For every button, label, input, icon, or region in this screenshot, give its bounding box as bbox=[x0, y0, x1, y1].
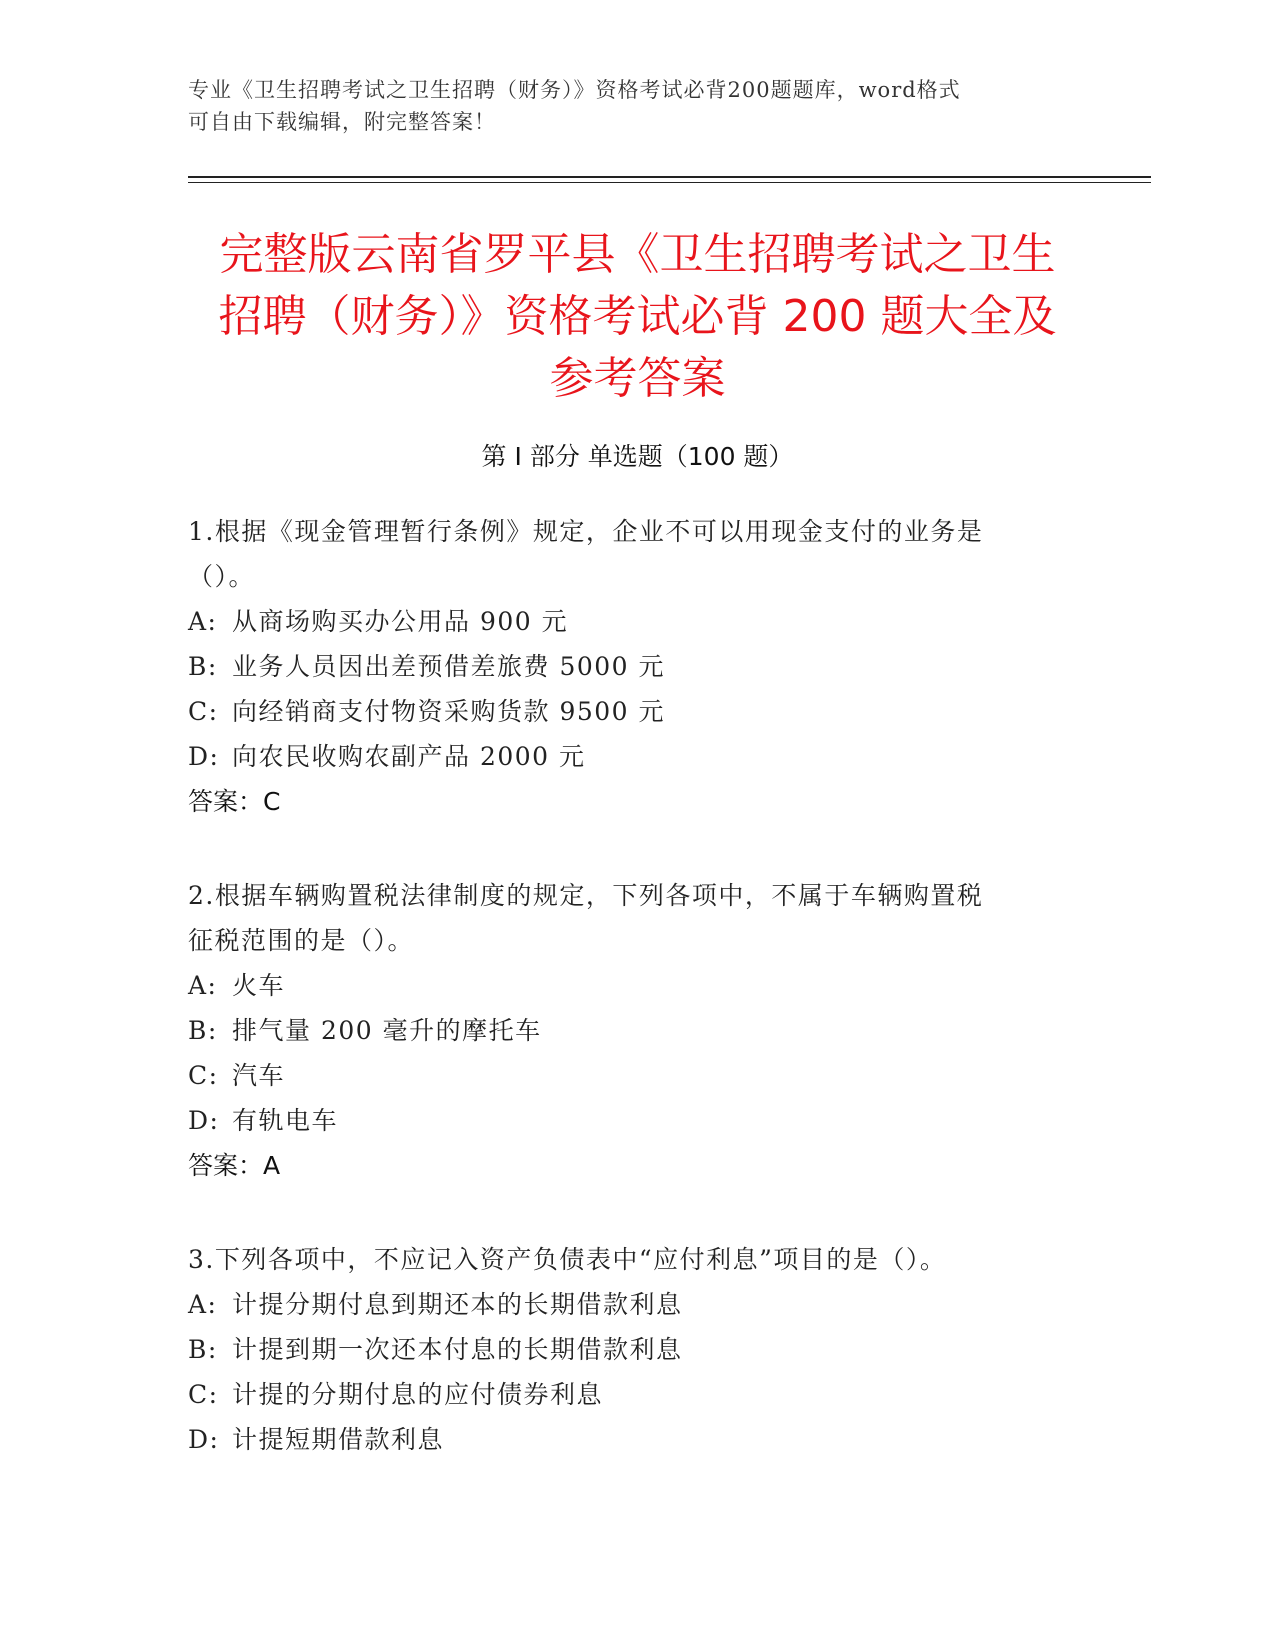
answer-line: 答案：A bbox=[188, 1151, 281, 1180]
option-text: 排气量 200 毫升的摩托车 bbox=[232, 1016, 542, 1045]
answer-option bbox=[188, 1098, 1088, 1143]
option-text: 计提的分期付息的应付债券利息 bbox=[232, 1380, 604, 1409]
option-text: 汽车 bbox=[232, 1061, 286, 1090]
answer-option bbox=[188, 1282, 1088, 1327]
answer-option bbox=[188, 1053, 1088, 1098]
header-divider bbox=[188, 176, 1151, 178]
header-divider bbox=[188, 182, 1151, 183]
document-title-line: 参考答案 bbox=[549, 353, 726, 404]
option-text: 业务人员因出差预借差旅费 5000 元 bbox=[232, 652, 666, 681]
option-text: 从商场购买办公用品 900 元 bbox=[232, 607, 569, 636]
question-stem: （）。 bbox=[188, 562, 256, 591]
answer-option bbox=[188, 689, 1088, 734]
question-stem: 3.下列各项中，不应记入资产负债表中“应付利息”项目的是（）。 bbox=[188, 1245, 947, 1274]
option-key: A: bbox=[188, 971, 218, 1000]
option-key: D: bbox=[188, 1425, 220, 1454]
answer-option bbox=[188, 1372, 1088, 1417]
header-note-line: 专业《卫生招聘考试之卫生招聘（财务）》资格考试必背200题题库，word格式 bbox=[188, 78, 961, 102]
answer-option bbox=[188, 1327, 1088, 1372]
question-stem: 2.根据车辆购置税法律制度的规定，下列各项中，不属于车辆购置税 bbox=[188, 881, 984, 910]
answer-option bbox=[188, 599, 1088, 644]
option-text: 有轨电车 bbox=[232, 1106, 339, 1135]
option-key: B: bbox=[188, 1335, 218, 1364]
question-stem: 征税范围的是（）。 bbox=[188, 926, 415, 955]
option-key: A: bbox=[188, 607, 218, 636]
answer-option bbox=[188, 1417, 1088, 1462]
answer-option bbox=[188, 963, 1088, 1008]
option-key: C: bbox=[188, 1061, 219, 1090]
option-key: D: bbox=[188, 742, 220, 771]
option-text: 向农民收购农副产品 2000 元 bbox=[232, 742, 586, 771]
header-note bbox=[188, 74, 1068, 138]
question-item bbox=[188, 873, 1088, 1188]
answer-option bbox=[188, 644, 1088, 689]
header-note-line: 可自由下载编辑，附完整答案！ bbox=[188, 110, 496, 134]
option-key: B: bbox=[188, 1016, 218, 1045]
option-key: B: bbox=[188, 652, 218, 681]
option-text: 计提短期借款利息 bbox=[232, 1425, 445, 1454]
option-key: C: bbox=[188, 697, 219, 726]
option-key: A: bbox=[188, 1290, 218, 1319]
option-key: C: bbox=[188, 1380, 219, 1409]
option-text: 火车 bbox=[232, 971, 286, 1000]
document-title-line: 招聘（财务）》资格考试必背 200 题大全及 bbox=[218, 291, 1057, 342]
document-title bbox=[150, 224, 1125, 410]
answer-option bbox=[188, 734, 1088, 779]
option-key: D: bbox=[188, 1106, 220, 1135]
section-title: 第 I 部分 单选题（100 题） bbox=[481, 442, 794, 471]
option-text: 计提分期付息到期还本的长期借款利息 bbox=[232, 1290, 683, 1319]
question-stem: 1.根据《现金管理暂行条例》规定，企业不可以用现金支付的业务是 bbox=[188, 517, 984, 546]
option-text: 向经销商支付物资采购货款 9500 元 bbox=[232, 697, 666, 726]
answer-line: 答案：C bbox=[188, 787, 281, 816]
question-item bbox=[188, 1237, 1088, 1462]
answer-option bbox=[188, 1008, 1088, 1053]
document-title-line: 完整版云南省罗平县《卫生招聘考试之卫生 bbox=[219, 229, 1056, 280]
question-item bbox=[188, 509, 1088, 824]
option-text: 计提到期一次还本付息的长期借款利息 bbox=[232, 1335, 683, 1364]
